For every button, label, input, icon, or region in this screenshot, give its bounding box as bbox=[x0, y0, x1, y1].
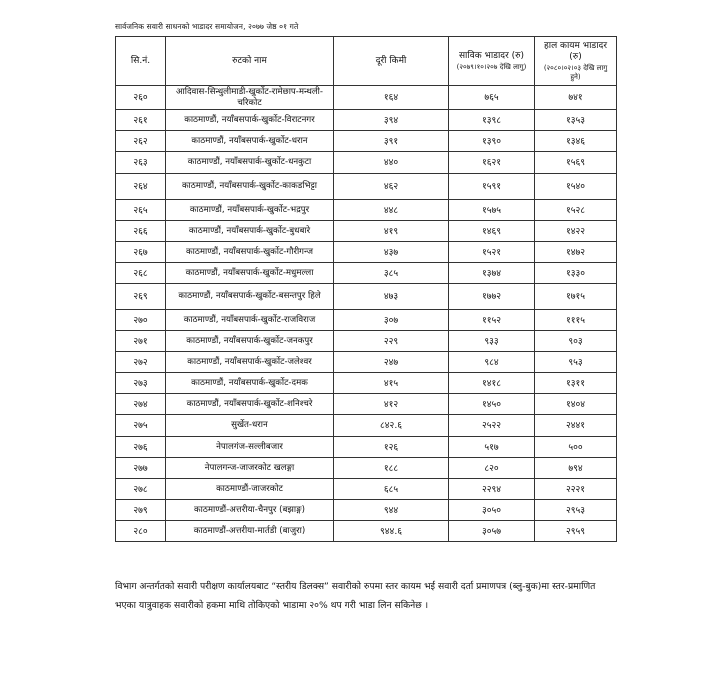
table-row bbox=[116, 521, 617, 542]
cell-route: काठमाण्डौं, नयाँबसपार्क-खुर्कोट-बुधबारे bbox=[166, 221, 334, 242]
cell-sn: २६६ bbox=[116, 221, 166, 242]
cell-old-fare: १३९० bbox=[449, 131, 535, 152]
cell-route: काठमाण्डौं, नयाँबसपार्क-खुर्कोट-जलेश्वर bbox=[166, 352, 334, 373]
cell-sn: २६९ bbox=[116, 284, 166, 310]
cell-route: काठमाण्डौं, नयाँबसपार्क-खुर्कोट-धरान bbox=[166, 131, 334, 152]
table-row bbox=[116, 221, 617, 242]
cell-old-fare: १७७२ bbox=[449, 284, 535, 310]
document-heading: सार्वजनिक सवारी साधनको भाडादर समायोजन, २०७७ जेष्ठ ०१ गते bbox=[115, 22, 299, 31]
cell-distance: ९४४ bbox=[334, 500, 449, 521]
cell-sn: २६० bbox=[116, 86, 166, 110]
cell-distance: ३८५ bbox=[334, 263, 449, 284]
cell-sn: २६४ bbox=[116, 174, 166, 200]
header-new-fare-note: (२०८०।०२।०३ देखि लागु हुने) bbox=[543, 63, 608, 81]
cell-sn: २७९ bbox=[116, 500, 166, 521]
table-row bbox=[116, 479, 617, 500]
cell-distance: ९४४.६ bbox=[334, 521, 449, 542]
table-row bbox=[116, 284, 617, 310]
header-old-fare-note: (२०७९।१०।२०७ देखि लागु) bbox=[456, 62, 527, 71]
cell-new-fare: ९०३ bbox=[535, 331, 617, 352]
cell-new-fare: ५०० bbox=[535, 437, 617, 458]
table-row bbox=[116, 152, 617, 174]
cell-old-fare: १३९८ bbox=[449, 110, 535, 131]
cell-distance: ४४० bbox=[334, 152, 449, 174]
cell-old-fare: १५७५ bbox=[449, 200, 535, 221]
cell-old-fare: १४६९ bbox=[449, 221, 535, 242]
cell-route: काठमाण्डौं, नयाँबसपार्क-खुर्कोट-शनिश्चरे bbox=[166, 394, 334, 415]
cell-old-fare: ५१७ bbox=[449, 437, 535, 458]
cell-new-fare: ९५३ bbox=[535, 352, 617, 373]
cell-sn: २७८ bbox=[116, 479, 166, 500]
cell-route: काठमाण्डौं, नयाँबसपार्क-खुर्कोट-भद्रपुर bbox=[166, 200, 334, 221]
cell-route: नेपालगन्ज-जाजरकोट खलङ्गा bbox=[166, 458, 334, 479]
table-row bbox=[116, 263, 617, 284]
cell-distance: ४३७ bbox=[334, 242, 449, 263]
cell-route: काठमाण्डौं, नयाँबसपार्क-खुर्कोट-विराटनगर bbox=[166, 110, 334, 131]
table-row bbox=[116, 200, 617, 221]
cell-sn: २७२ bbox=[116, 352, 166, 373]
cell-old-fare: २५२२ bbox=[449, 415, 535, 437]
cell-old-fare: १३७४ bbox=[449, 263, 535, 284]
cell-route: आदिवास-सिन्धुलीमाडी-खुर्कोट-रामेछाप-मन्थली-चरिकोट bbox=[166, 86, 334, 110]
cell-sn: २८० bbox=[116, 521, 166, 542]
cell-distance: ३९४ bbox=[334, 110, 449, 131]
cell-distance: ६८५ bbox=[334, 479, 449, 500]
cell-distance: १८८ bbox=[334, 458, 449, 479]
cell-sn: २६१ bbox=[116, 110, 166, 131]
cell-distance: ३९१ bbox=[334, 131, 449, 152]
table-row bbox=[116, 86, 617, 110]
cell-old-fare: १४५० bbox=[449, 394, 535, 415]
header-new-fare-label: हाल कायम भाडादर (रु) bbox=[543, 40, 608, 62]
cell-sn: २७७ bbox=[116, 458, 166, 479]
cell-sn: २६७ bbox=[116, 242, 166, 263]
table-row bbox=[116, 352, 617, 373]
cell-new-fare: १११५ bbox=[535, 310, 617, 331]
cell-new-fare: १७१५ bbox=[535, 284, 617, 310]
table-row bbox=[116, 110, 617, 131]
cell-old-fare: ८२० bbox=[449, 458, 535, 479]
cell-sn: २६२ bbox=[116, 131, 166, 152]
cell-route: सुर्खेत-धरान bbox=[166, 415, 334, 437]
cell-sn: २६५ bbox=[116, 200, 166, 221]
table-row bbox=[116, 174, 617, 200]
cell-distance: १२६ bbox=[334, 437, 449, 458]
table-row bbox=[116, 242, 617, 263]
cell-new-fare: १३४६ bbox=[535, 131, 617, 152]
cell-new-fare: १५४० bbox=[535, 174, 617, 200]
cell-sn: २७० bbox=[116, 310, 166, 331]
cell-route: काठमाण्डौं-जाजरकोट bbox=[166, 479, 334, 500]
cell-route: काठमाण्डौं-अत्तरीया-चैनपुर (बझाङ्ग) bbox=[166, 500, 334, 521]
cell-new-fare: २४४१ bbox=[535, 415, 617, 437]
cell-distance: ४१९ bbox=[334, 221, 449, 242]
table-row bbox=[116, 415, 617, 437]
cell-distance: ४६२ bbox=[334, 174, 449, 200]
cell-route: काठमाण्डौं, नयाँबसपार्क-खुर्कोट-मधुमल्ला bbox=[166, 263, 334, 284]
cell-new-fare: १४०४ bbox=[535, 394, 617, 415]
table-row bbox=[116, 394, 617, 415]
cell-old-fare: ९३३ bbox=[449, 331, 535, 352]
table-row bbox=[116, 310, 617, 331]
table-row bbox=[116, 331, 617, 352]
header-sn: सि.नं. bbox=[116, 37, 166, 86]
cell-distance: २२९ bbox=[334, 331, 449, 352]
fare-table bbox=[115, 36, 617, 542]
cell-distance: २४७ bbox=[334, 352, 449, 373]
cell-old-fare: ३०५० bbox=[449, 500, 535, 521]
cell-distance: ८४२.६ bbox=[334, 415, 449, 437]
cell-route: नेपालगंज-सल्लीबजार bbox=[166, 437, 334, 458]
header-route: रुटको नाम bbox=[166, 37, 334, 86]
cell-sn: २६३ bbox=[116, 152, 166, 174]
header-old-fare bbox=[449, 37, 535, 86]
table-row bbox=[116, 437, 617, 458]
cell-old-fare: ३०५७ bbox=[449, 521, 535, 542]
cell-distance: १६४ bbox=[334, 86, 449, 110]
cell-new-fare: ७४१ bbox=[535, 86, 617, 110]
header-old-fare-label: साविक भाडादर (रु) bbox=[458, 50, 525, 61]
header-distance: दूरी किमी bbox=[334, 37, 449, 86]
cell-old-fare: २२९४ bbox=[449, 479, 535, 500]
cell-old-fare: १४१८ bbox=[449, 373, 535, 394]
cell-new-fare: १४७२ bbox=[535, 242, 617, 263]
cell-sn: २६८ bbox=[116, 263, 166, 284]
cell-route: काठमाण्डौं, नयाँबसपार्क-खुर्कोट-दमक bbox=[166, 373, 334, 394]
cell-route: काठमाण्डौं, नयाँबसपार्क-खुर्कोट-जनकपुर bbox=[166, 331, 334, 352]
cell-route: काठमाण्डौं, नयाँबसपार्क-खुर्कोट-राजविराज bbox=[166, 310, 334, 331]
cell-distance: ४१२ bbox=[334, 394, 449, 415]
cell-new-fare: १३३० bbox=[535, 263, 617, 284]
cell-old-fare: १६२१ bbox=[449, 152, 535, 174]
cell-old-fare: ९८४ bbox=[449, 352, 535, 373]
cell-new-fare: २९५३ bbox=[535, 500, 617, 521]
cell-distance: ४१५ bbox=[334, 373, 449, 394]
footnote: विभाग अन्तर्गतको सवारी परीक्षण कार्यालयबाट “स्तरीय डिलक्स” सवारीको रुपमा स्तर कायम भई सवारी दर्ता प्रमाणपत्र (ब्लु-बुक)मा स्तर-प्रमाणित भएका यात्रुवाहक सवारीको हकमा माथि तोकिएको भाडामा २०% थप गरी भाडा लिन सकिनेछ । bbox=[115, 581, 596, 611]
header-new-fare bbox=[535, 37, 617, 86]
cell-route: काठमाण्डौं-अत्तरीया-मार्तडी (बाजुरा) bbox=[166, 521, 334, 542]
cell-new-fare: १३५३ bbox=[535, 110, 617, 131]
cell-new-fare: ७९४ bbox=[535, 458, 617, 479]
cell-route: काठमाण्डौं, नयाँबसपार्क-खुर्कोट-धनकुटा bbox=[166, 152, 334, 174]
cell-new-fare: १४२२ bbox=[535, 221, 617, 242]
cell-distance: ३०७ bbox=[334, 310, 449, 331]
cell-new-fare: २९५९ bbox=[535, 521, 617, 542]
cell-new-fare: १५२८ bbox=[535, 200, 617, 221]
cell-distance: ४७३ bbox=[334, 284, 449, 310]
table-row bbox=[116, 458, 617, 479]
table-header-row bbox=[116, 37, 617, 86]
cell-route: काठमाण्डौं, नयाँबसपार्क-खुर्कोट-गौरीगन्ज bbox=[166, 242, 334, 263]
table-row bbox=[116, 373, 617, 394]
cell-sn: २७४ bbox=[116, 394, 166, 415]
cell-sn: २७६ bbox=[116, 437, 166, 458]
cell-sn: २७१ bbox=[116, 331, 166, 352]
cell-sn: २७५ bbox=[116, 415, 166, 437]
cell-new-fare: १३११ bbox=[535, 373, 617, 394]
cell-new-fare: १५६९ bbox=[535, 152, 617, 174]
cell-sn: २७३ bbox=[116, 373, 166, 394]
cell-distance: ४४८ bbox=[334, 200, 449, 221]
cell-old-fare: ७६५ bbox=[449, 86, 535, 110]
cell-route: काठमाण्डौं, नयाँबसपार्क-खुर्कोट-काकडभिट्टा bbox=[166, 174, 334, 200]
table-row bbox=[116, 131, 617, 152]
cell-route: काठमाण्डौं, नयाँबसपार्क-खुर्कोट-बसन्तपुर हिले bbox=[166, 284, 334, 310]
cell-new-fare: २२२१ bbox=[535, 479, 617, 500]
table-row bbox=[116, 500, 617, 521]
cell-old-fare: ११५२ bbox=[449, 310, 535, 331]
cell-old-fare: १५२१ bbox=[449, 242, 535, 263]
cell-old-fare: १५९१ bbox=[449, 174, 535, 200]
